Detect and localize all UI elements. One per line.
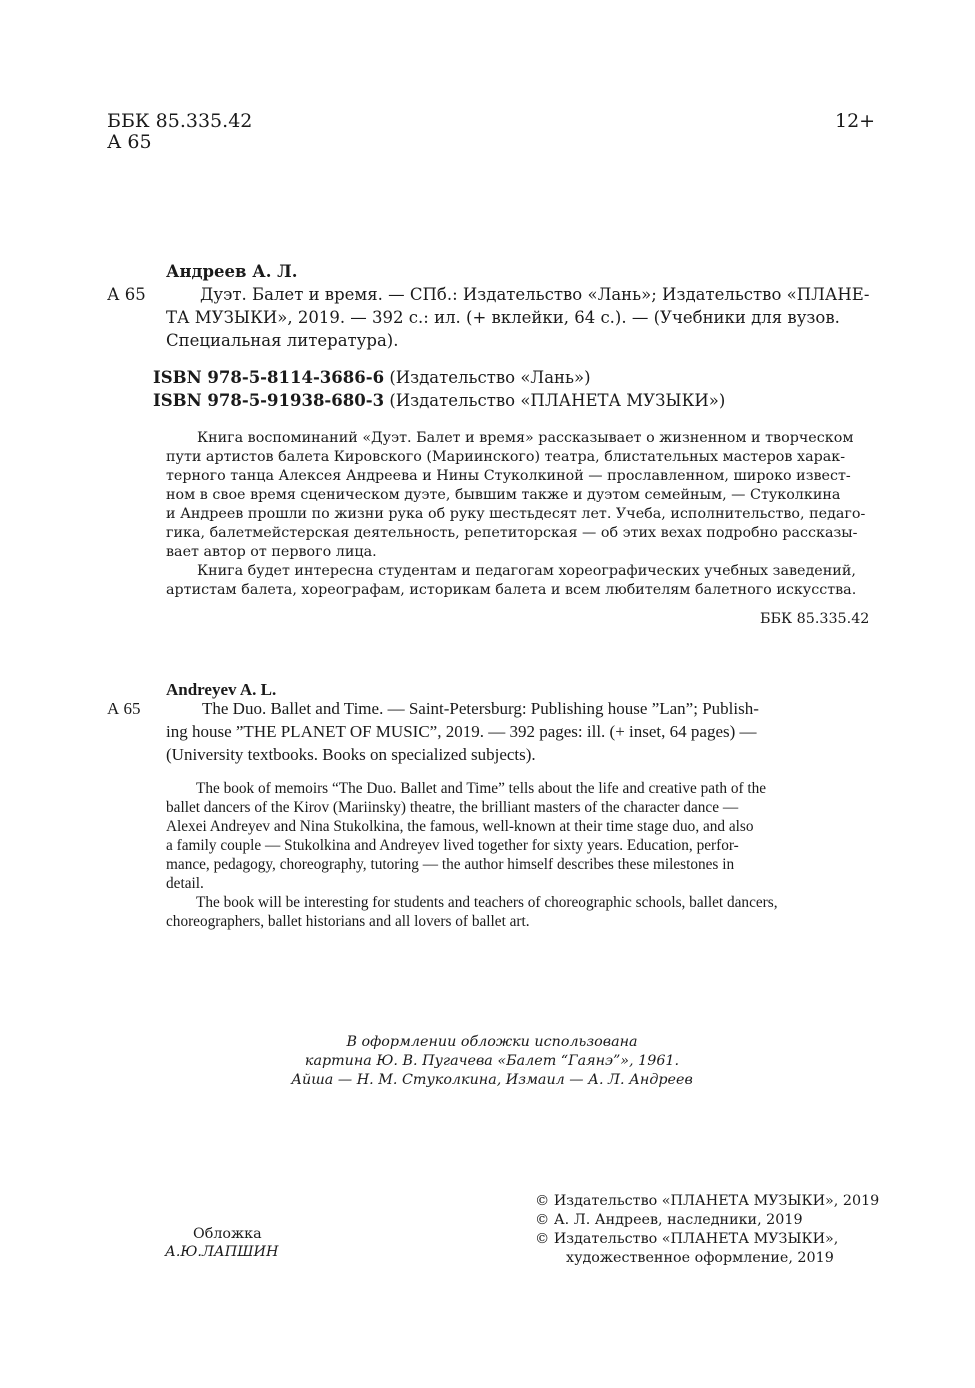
- cover-note: [247, 1033, 737, 1090]
- en-annotation-line: choreographers, ballet historians and all lovers of ballet art.: [166, 913, 530, 930]
- ru-annotation-line: Книга будет интересна студентам и педагогам хореографических учебных заведений,: [197, 563, 856, 579]
- age-rating: 12+: [835, 110, 876, 132]
- copyright-line: © А. Л. Андреев, наследники, 2019: [535, 1212, 803, 1228]
- header-bbk: ББК 85.335.42: [107, 110, 253, 132]
- en-annotation-line: Alexei Andreyev and Nina Stukolkina, the famous, well-known at their time stage duo, and also: [166, 818, 754, 835]
- isbn-number: ISBN 978-5-91938-680-3: [153, 391, 385, 410]
- en-annotation-line: The book of memoirs “The Duo. Ballet and Time” tells about the life and creative path of the: [196, 780, 767, 797]
- isbn-publisher: (Издательство «Лань»): [389, 368, 591, 387]
- ru-bib-line: ТА МУЗЫКИ», 2019. — 392 с.: ил. (+ вклейки, 64 с.). — (Учебники для вузов.: [166, 308, 840, 327]
- en-annotation-line: detail.: [166, 875, 204, 892]
- ru-bbk-right: ББК 85.335.42: [760, 611, 870, 627]
- en-author: Andreyev A. L.: [166, 680, 277, 699]
- en-bib-line: ing house ”THE PLANET OF MUSIC”, 2019. — 392 pages: ill. (+ inset, 64 pages) —: [166, 722, 757, 741]
- ru-annotation: [166, 429, 865, 600]
- cover-note-line: Айша — Н. М. Стуколкина, Измаил — А. Л. Андреев: [291, 1072, 693, 1088]
- ru-annotation-line: артистам балета, хореографам, историкам балета и всем любителям балетного искусства.: [166, 582, 857, 598]
- isbn-block: [153, 366, 725, 412]
- en-bib-line: The Duo. Ballet and Time. — Saint-Petersburg: Publishing house ”Lan”; Publish-: [202, 699, 759, 718]
- isbn-publisher: (Издательство «ПЛАНЕТА МУЗЫКИ»): [389, 391, 726, 410]
- en-bib-description: [166, 697, 759, 766]
- ru-code: А 65: [107, 285, 146, 304]
- isbn-number: ISBN 978-5-8114-3686-6: [153, 368, 385, 387]
- header-code: А 65: [107, 131, 152, 153]
- ru-annotation-line: терного танца Алексея Андреева и Нины Стуколкиной — прославленном, широко извест-: [166, 468, 851, 484]
- en-bib-line: (University textbooks. Books on specialized subjects).: [166, 745, 536, 764]
- ru-author: Андреев А. Л.: [166, 262, 298, 281]
- copyright-line: © Издательство «ПЛАНЕТА МУЗЫКИ», 2019: [535, 1193, 880, 1209]
- en-annotation: [166, 779, 778, 931]
- cover-designer-label: Обложка: [193, 1226, 262, 1242]
- ru-annotation-line: гика, балетмейстерская деятельность, репетиторская — об этих вехах подробно рассказы-: [166, 525, 858, 541]
- en-annotation-line: ballet dancers of the Kirov (Mariinsky) theatre, the brilliant masters of the character dance —: [166, 799, 739, 816]
- en-annotation-line: a family couple — Stukolkina and Andreyev lived together for sixty years. Education, perfor-: [166, 837, 739, 854]
- en-annotation-line: mance, pedagogy, choreography, tutoring — the author himself describes these milestones in: [166, 856, 735, 873]
- copyright-block: [535, 1192, 879, 1268]
- cover-note-line: В оформлении обложки использована: [346, 1034, 638, 1050]
- ru-annotation-line: Книга воспоминаний «Дуэт. Балет и время» рассказывает о жизненном и творческом: [197, 430, 854, 446]
- ru-annotation-line: ном в свое время сценическом дуэте, бывшим также и дуэтом семейным, — Стуколкина: [166, 487, 841, 503]
- ru-bib-line: Специальная литература).: [166, 331, 399, 350]
- en-code: А 65: [107, 699, 141, 718]
- isbn-line: [153, 389, 725, 412]
- ru-bib-line: Дуэт. Балет и время. — СПб.: Издательство «Лань»; Издательство «ПЛАНЕ-: [200, 285, 870, 304]
- ru-annotation-line: и Андреев прошли по жизни рука об руку шестьдесят лет. Учеба, исполнительство, педаго-: [166, 506, 866, 522]
- isbn-line: [153, 366, 725, 389]
- ru-annotation-line: вает автор от первого лица.: [166, 544, 377, 560]
- copyright-line: © Издательство «ПЛАНЕТА МУЗЫКИ»,: [535, 1231, 839, 1247]
- cover-designer-name: А.Ю.ЛАПШИН: [165, 1244, 279, 1260]
- ru-bib-description: [166, 283, 869, 352]
- copyright-line: художественное оформление, 2019: [566, 1250, 834, 1266]
- ru-annotation-line: пути артистов балета Кировского (Мариинского) театра, блистательных мастеров харак-: [166, 449, 846, 465]
- cover-note-line: картина Ю. В. Пугачева «Балет “Гаянэ”», 1961.: [304, 1053, 680, 1069]
- en-annotation-line: The book will be interesting for students and teachers of choreographic schools, ballet dancers,: [196, 894, 778, 911]
